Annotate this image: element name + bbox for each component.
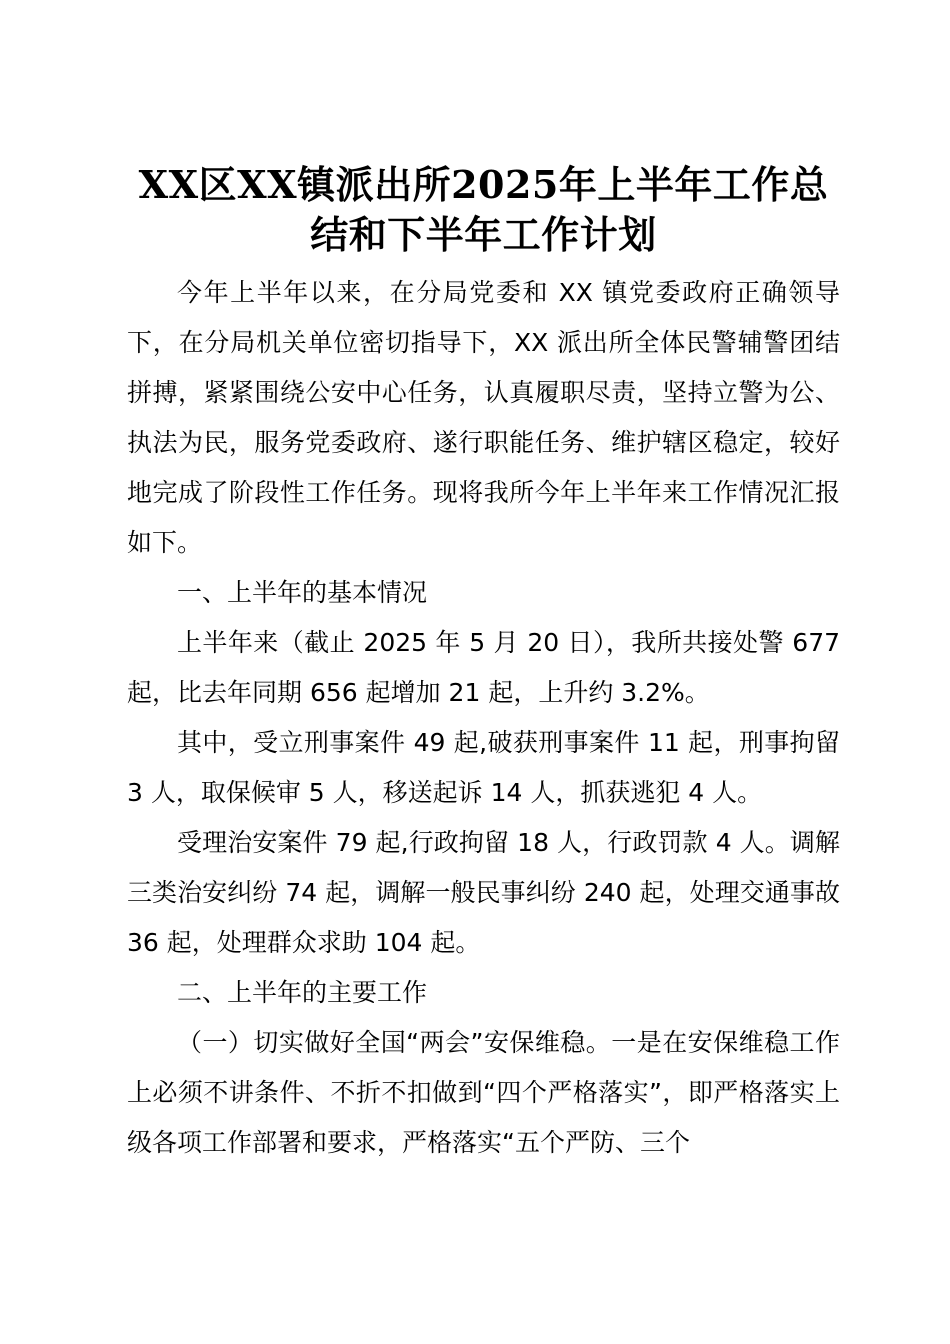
- stats-paragraph-public-security: 受理治安案件 79 起,行政拘留 18 人，行政罚款 4 人。调解三类治安纠纷 74 起，调解一般民事纠纷 240 起，处理交通事故 36 起，处理群众求助 104 起。: [127, 828, 840, 957]
- document-title: [127, 160, 840, 260]
- section-heading-2: 二、上半年的主要工作: [177, 978, 428, 1007]
- title-line-2: 结和下半年工作计划: [310, 212, 657, 257]
- intro-paragraph: 今年上半年以来，在分局党委和 XX 镇党委政府正确领导下，在分局机关单位密切指导下，XX 派出所全体民警辅警团结拼搏，紧紧围绕公安中心任务，认真履职尽责，坚持立警为公、执法为民，服务党委政府、遂行职能任务、维护辖区稳定，较好地完成了阶段性工作任务。现将我所今年上半年来工作情况汇报如下。: [127, 278, 840, 557]
- title-line-1: XX区XX镇派出所2025年上半年工作总: [138, 162, 829, 207]
- document-body: [127, 268, 840, 1168]
- work-paragraph-1: （一）切实做好全国“两会”安保维稳。一是在安保维稳工作上必须不讲条件、不折不扣做到“四个严格落实”，即严格落实上级各项工作部署和要求，严格落实“五个严防、三个: [127, 1028, 840, 1157]
- stats-paragraph-criminal: 其中，受立刑事案件 49 起,破获刑事案件 11 起，刑事拘留 3 人，取保候审 5 人，移送起诉 14 人，抓获逃犯 4 人。: [127, 728, 840, 807]
- stats-paragraph-alarms: 上半年来（截止 2025 年 5 月 20 日），我所共接处警 677 起，比去年同期 656 起增加 21 起，上升约 3.2%。: [127, 628, 840, 707]
- section-heading-1: 一、上半年的基本情况: [177, 578, 428, 607]
